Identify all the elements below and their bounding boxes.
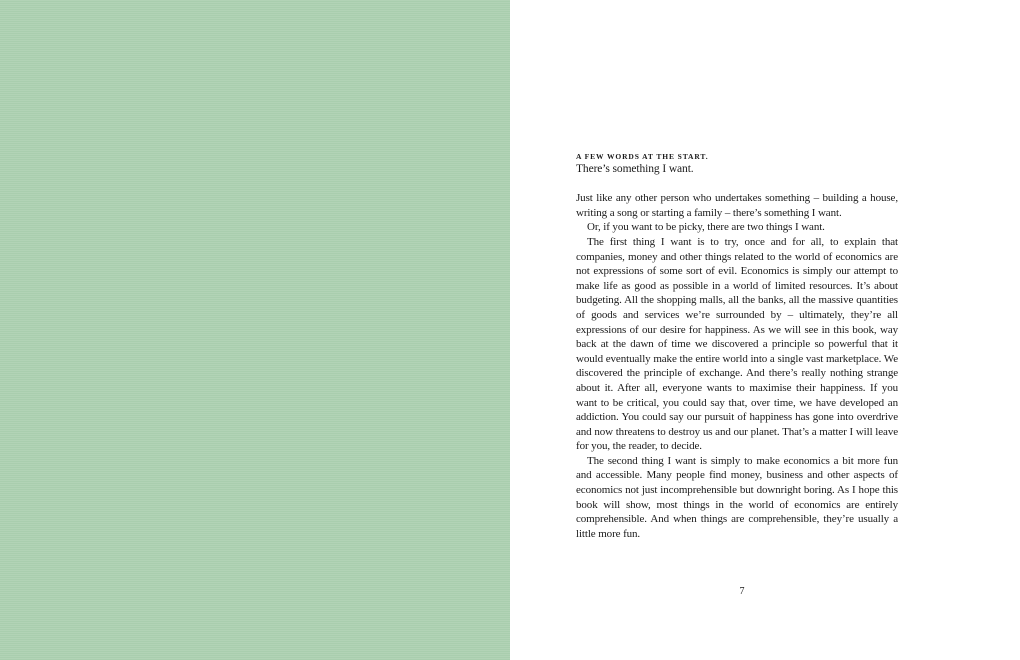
paragraph-3: The first thing I want is to try, once and for all, to explain that companies, money and other things related to the world of economics are not expressions of some sort of evil. Economics is simply our attempt to make life as good as possible in a world of limited resources. It’s about budgeting. All the shopping malls, all the banks, all the massive quantities of goods and services we’re surrounded by – ultimately, they’re all expressions of our desire for happiness. As we will see in this book, way back at the dawn of time we discovered a principle so powerful that it would eventually make the entire world into a single vast marketplace. We discovered the principle of exchange. And there’s really nothing strange about it. After all, everyone wants to maximise their happiness. If you want to be critical, you could say that, over time, we have developed an addiction. You could say our pursuit of happiness has gone into overdrive and now threatens to destroy us and our planet. That’s a matter I will leave for you, the reader, to decide. bbox=[576, 235, 898, 453]
right-page bbox=[510, 0, 1020, 660]
paragraph-1: Just like any other person who undertakes something – building a house, writing a song or starting a family – there’s something I want. bbox=[576, 192, 898, 219]
paragraph-4: The second thing I want is simply to make economics a bit more fun and accessible. Many people find money, business and other aspects of economics not just incomprehensible but downright boring. As I hope this book will show, most things in the world of economics are entirely comprehensible. And when things are comprehensible, they’re usually a little more fun. bbox=[576, 454, 898, 540]
section-subtitle: There’s something I want. bbox=[576, 163, 694, 175]
paragraph-2: Or, if you want to be picky, there are two things I want. bbox=[587, 221, 825, 234]
body-text-block bbox=[576, 152, 898, 541]
page-number: 7 bbox=[739, 586, 745, 597]
section-heading: A FEW WORDS AT THE START. bbox=[576, 152, 709, 161]
